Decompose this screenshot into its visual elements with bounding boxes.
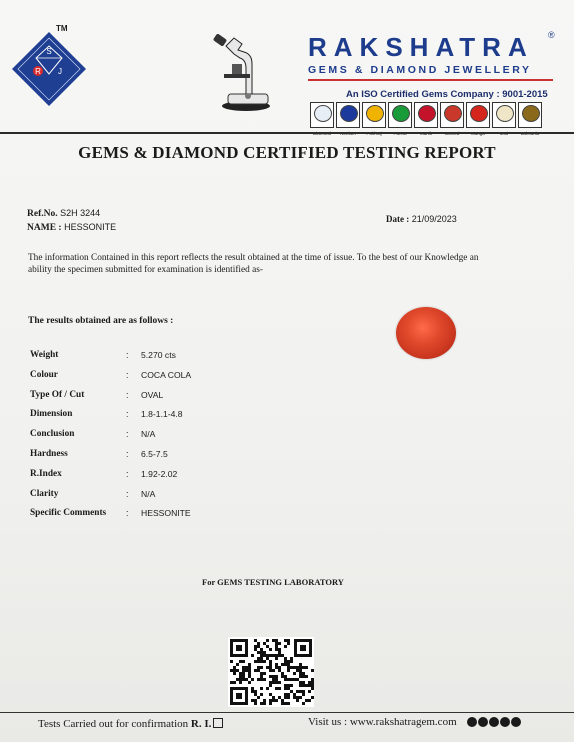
result-label: Clarity [30,488,59,499]
svg-text:J: J [58,67,62,76]
date-label: Date : [386,214,410,224]
report-title: GEMS & DIAMOND CERTIFIED TESTING REPORT [78,143,496,162]
trademark-mark: TM [56,24,68,33]
brand-subtitle: GEMS & DIAMOND JEWELLERY [308,64,532,76]
gemstone-diamond [310,102,334,128]
svg-text:S: S [46,47,52,56]
result-value: COCA COLA [141,369,192,380]
result-separator: : [126,468,129,479]
gemstone-neelam [336,102,360,128]
result-value: 5.270 cts [141,350,176,360]
lahsunia-icon [522,105,540,122]
manik-icon [418,105,436,122]
result-separator: : [126,389,129,400]
brand-name: RAKSHATRA [308,32,534,62]
name-label: NAME : [27,223,62,233]
result-label: Type Of / Cut [30,389,85,400]
pukhraj-icon [366,105,384,122]
specimen-name: HESSONITE [64,222,117,232]
header-divider [0,132,574,134]
instagram-icon[interactable] [478,717,488,727]
qr-code-icon[interactable] [228,637,314,707]
date-value: 21/09/2023 [411,214,457,224]
result-label: Conclusion [30,429,75,440]
brand-underline [308,79,553,81]
gemstone-moti [492,102,516,128]
whatsapp-icon[interactable] [489,717,499,727]
result-label: Colour [30,369,58,380]
facebook-icon[interactable] [467,717,477,727]
footer-note [38,718,223,730]
srj-logo-icon [10,30,88,108]
footer-divider [0,712,574,713]
result-separator: : [126,369,129,380]
result-label: Dimension [30,409,73,420]
results-heading: The results obtained are as follows : [28,316,174,326]
reference-block [27,207,116,235]
lab-signature-line: For GEMS TESTING LABORATORY [202,577,344,587]
date-block [386,214,457,224]
social-icons [467,717,521,727]
gemstone-lahsunia [518,102,542,128]
munga-icon [470,105,488,122]
gomed-icon [444,105,462,122]
result-value: N/A [141,488,156,499]
twitter-icon[interactable] [511,717,521,727]
diamond-icon [314,105,332,122]
gemstone-manik [414,102,438,128]
result-separator: : [126,429,129,440]
footer-text: Tests Carried out for confirmation [38,718,189,730]
neelam-icon [340,105,358,122]
result-separator: : [126,449,129,459]
gemstone-pukhraj [362,102,386,128]
gemstone-strip [310,102,542,128]
panna-icon [392,105,410,122]
svg-text:R: R [35,67,41,76]
result-label: Hardness [30,449,68,459]
gemstone-panna [388,102,412,128]
footer-ri: R. I. [190,718,212,730]
result-value: 1.92-2.02 [141,468,178,479]
result-separator: : [126,350,129,360]
youtube-icon[interactable] [500,717,510,727]
microscope-icon [208,34,274,114]
result-value: HESSONITE [141,508,191,519]
brand-block [308,30,558,81]
ref-label: Ref.No. [27,209,58,219]
result-separator: : [126,508,129,519]
result-value: 6.5-7.5 [141,449,168,459]
ref-number: S2H 3244 [60,208,101,218]
gemstone-munga [466,102,490,128]
gemstone-gomed [440,102,464,128]
result-separator: : [126,409,129,420]
checkbox-icon [213,718,223,728]
gemstone-photo [396,307,456,359]
result-label: Weight [30,350,59,360]
website-link[interactable]: Visit us : www.rakshatragem.com [308,716,457,728]
registered-mark: ® [548,30,555,40]
result-value: N/A [141,429,156,440]
iso-certification: An ISO Certified Gems Company : 9001-2015 [346,89,548,100]
result-value: 1.8-1.1-4.8 [141,409,183,420]
intro-paragraph: The information Contained in this report reflects the result obtained at the time of issue. To the best of our Knowledge an ability the specimen submitted for examination is identified as- [28,253,479,275]
result-label: Specific Comments [30,508,107,519]
result-separator: : [126,488,129,499]
result-value: OVAL [141,389,164,400]
result-label: R.Index [30,468,62,479]
moti-icon [496,105,514,122]
